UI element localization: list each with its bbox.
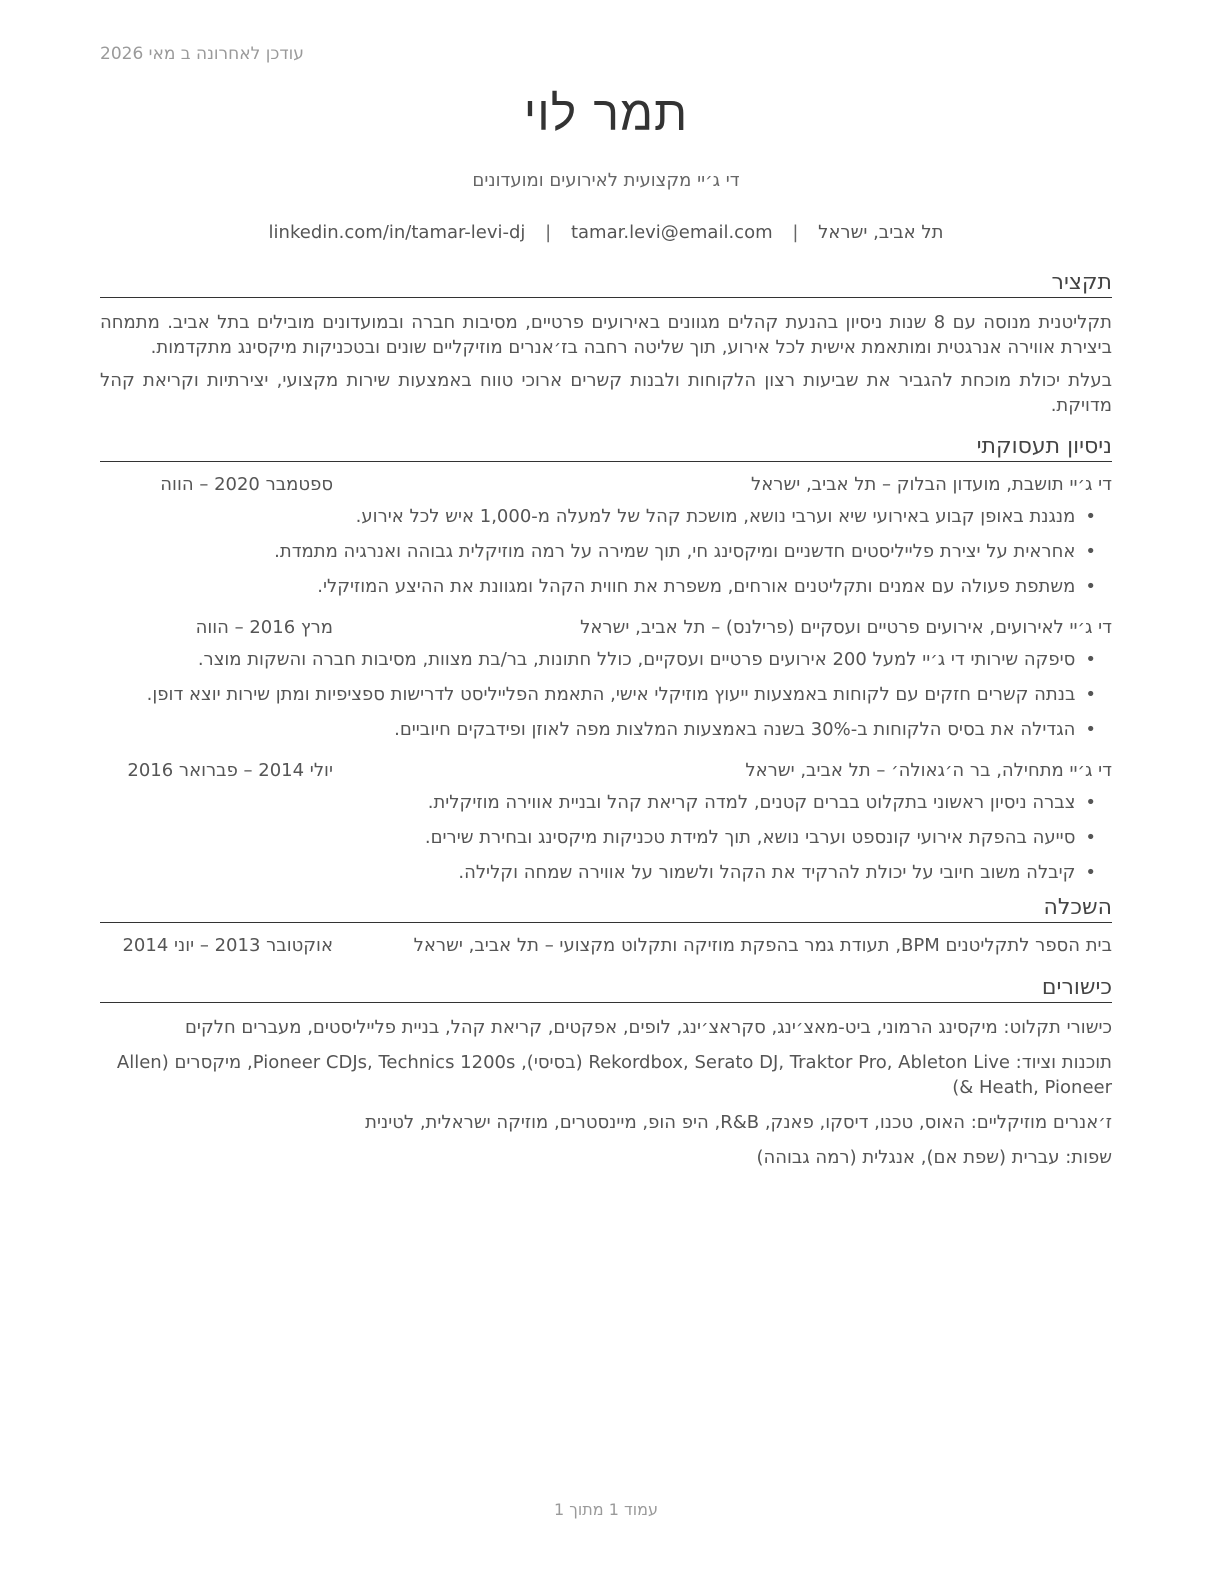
bullet-icon: •	[1085, 719, 1096, 740]
section-title-skills: כישורים	[100, 975, 1112, 1003]
skill-line: ז׳אנרים מוזיקליים: האוס, טכנו, דיסקו, פאנק, R&B, היפ הופ, מיינסטרים, מוזיקה ישראלית, לטינית	[365, 1112, 1112, 1133]
bullet-icon: •	[1085, 862, 1096, 883]
contact-linkedin[interactable]: linkedin.com/in/tamar-levi-dj	[268, 222, 526, 243]
job-bullet: •הגדילה את בסיס הלקוחות ב-30% בשנה באמצעות המלצות מפה לאוזן ופידבקים חיוביים.	[394, 719, 1096, 740]
contact-email[interactable]: tamar.levi@email.com	[570, 222, 773, 243]
job-bullets	[100, 647, 1112, 742]
bullet-icon: •	[1085, 506, 1096, 527]
job-bullets	[100, 504, 1112, 599]
education-institution: בית הספר לתקליטנים BPM, תעודת גמר בהפקת מוזיקה ותקלוט מקצועי – תל אביב, ישראל	[413, 935, 1112, 956]
job-bullet: •מנגנת באופן קבוע באירועי שיא וערבי נושא, מושכת קהל של למעלה מ-1,000 איש לכל אירוע.	[355, 506, 1096, 527]
skill-line: תוכנות וציוד: Rekordbox, Serato DJ, Traktor Pro, Ableton Live (בסיסי), Pioneer CDJs, Technics 1200s, מיקסרים (Allen & Heath, Pioneer)	[116, 1052, 1112, 1098]
section-title-education: השכלה	[100, 895, 1112, 923]
summary-paragraph: תקליטנית מנוסה עם 8 שנות ניסיון בהנעת קהלים מגוונים באירועים פרטיים, מסיבות חברה ובמועדונים מובילים בתל אביב. מתמחה ביצירת אווירה אנרגטית ומותאמת אישית לכל אירוע, תוך שליטה רחבה בז׳אנרים מוזיקליים שונים ובטכניקות מיקסינג מתקדמות.	[100, 312, 1113, 358]
bullet-icon: •	[1085, 649, 1096, 670]
bullet-icon: •	[1085, 541, 1096, 562]
job-bullet: •סייעה בהפקת אירועי קונספט וערבי נושא, תוך למידת טכניקות מיקסינג ובחירת שירים.	[424, 827, 1096, 848]
job-header	[100, 617, 1112, 643]
education-entry	[100, 935, 1112, 961]
job-role: די ג׳יי מתחילה, בר ה׳גאולה׳ – תל אביב, ישראל	[745, 760, 1112, 781]
job-dates: יולי 2014 – פברואר 2016	[127, 760, 333, 781]
job-entry	[100, 474, 1112, 599]
contact-separator: |	[792, 222, 799, 243]
last-updated: עודכן לאחרונה ב מאי 2026	[100, 44, 304, 64]
contact-location: תל אביב, ישראל	[818, 222, 944, 243]
section-title-experience: ניסיון תעסוקתי	[100, 434, 1112, 462]
job-entry	[100, 617, 1112, 742]
page-number: עמוד 1 מתוך 1	[554, 1500, 658, 1519]
job-bullet: •צברה ניסיון ראשוני בתקלוט בברים קטנים, למדה קריאת קהל ובניית אווירה מוזיקלית.	[427, 792, 1096, 813]
job-bullet: •קיבלה משוב חיובי על יכולת להרקיד את הקהל ולשמור על אווירה שמחה וקלילה.	[458, 862, 1096, 883]
job-bullet: •בנתה קשרים חזקים עם לקוחות באמצעות ייעוץ מוזיקלי אישי, התאמת הפלייליסט לדרישות ספציפיות ומתן שירות יוצא דופן.	[146, 684, 1096, 705]
job-header	[100, 760, 1112, 786]
section-title-summary: תקציר	[100, 270, 1112, 298]
bullet-icon: •	[1085, 576, 1096, 597]
bullet-icon: •	[1085, 792, 1096, 813]
job-dates: מרץ 2016 – הווה	[195, 617, 333, 638]
job-bullets	[100, 790, 1112, 885]
candidate-name: תמר לוי	[523, 86, 689, 142]
job-role: די ג׳יי לאירועים, אירועים פרטיים ועסקיים (פרילנס) – תל אביב, ישראל	[580, 617, 1112, 638]
job-header	[100, 474, 1112, 500]
education-dates: אוקטובר 2013 – יוני 2014	[122, 935, 333, 956]
job-dates: ספטמבר 2020 – הווה	[160, 474, 333, 495]
job-bullet: •משתפת פעולה עם אמנים ותקליטנים אורחים, משפרת את חווית הקהל ומגוונת את ההיצע המוזיקלי.	[317, 576, 1096, 597]
job-bullet: •אחראית על יצירת פלייליסטים חדשניים ומיקסינג חי, תוך שמירה על רמה מוזיקלית גבוהה ואנרגיה מתמדת.	[274, 541, 1096, 562]
job-entry	[100, 760, 1112, 885]
skill-line: כישורי תקלוט: מיקסינג הרמוני, ביט-מאצ׳ינג, סקראצ׳ינג, לופים, אפקטים, קריאת קהל, בניית פלייליסטים, מעברים חלקים	[184, 1017, 1112, 1038]
job-bullet: •סיפקה שירותי די ג׳יי למעל 200 אירועים פרטיים ועסקיים, כולל חתונות, בר/בת מצוות, מסיבות חברה והשקות מוצר.	[197, 649, 1096, 670]
candidate-title: די ג׳יי מקצועית לאירועים ומועדונים	[472, 170, 740, 191]
bullet-icon: •	[1085, 684, 1096, 705]
summary-paragraph: בעלת יכולת מוכחת להגביר את שביעות רצון הלקוחות ולבנות קשרים ארוכי טווח באמצעות שירות מקצועי, יצירתיות וקריאת קהל מדויקת.	[100, 370, 1112, 416]
bullet-icon: •	[1085, 827, 1096, 848]
contact-separator: |	[545, 222, 552, 243]
resume-page	[100, 0, 1112, 1584]
contact-line	[100, 222, 1112, 243]
skill-line: שפות: עברית (שפת אם), אנגלית (רמה גבוהה)	[756, 1147, 1112, 1168]
resume-body	[100, 270, 1112, 1180]
job-role: די ג׳יי תושבת, מועדון הבלוק – תל אביב, ישראל	[751, 474, 1112, 495]
